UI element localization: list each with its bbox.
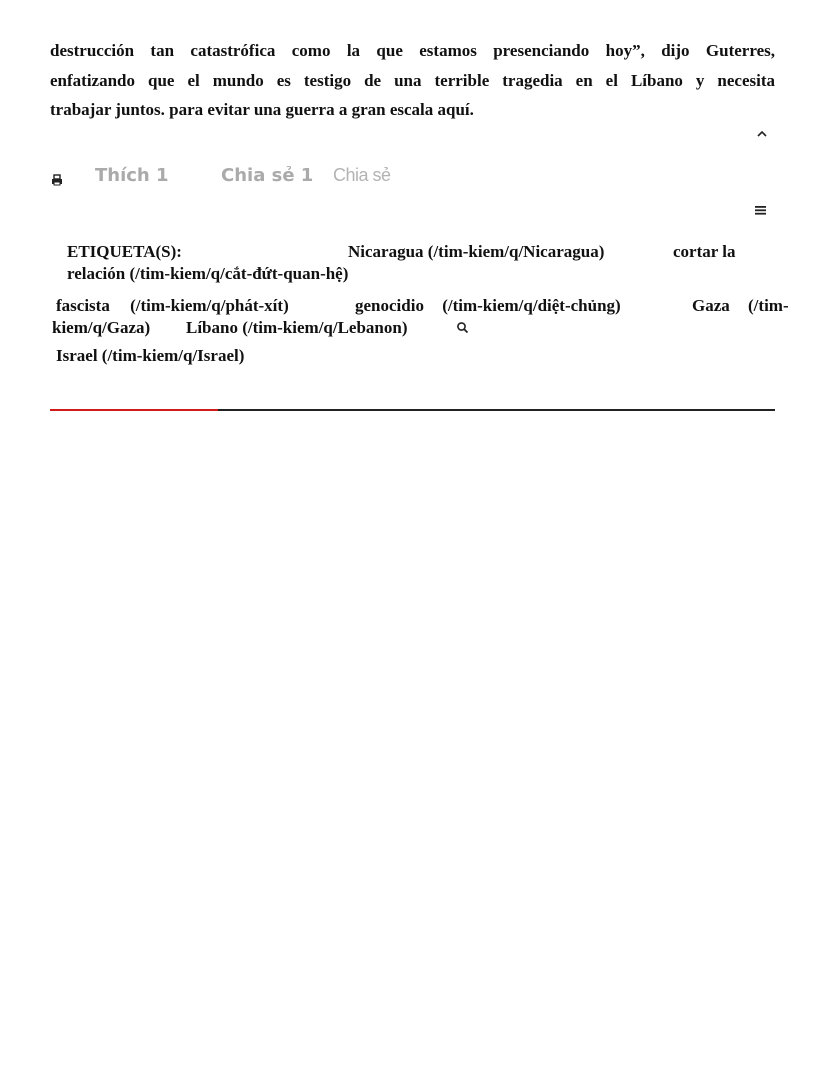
article-line: trabajar juntos. para evitar una guerra a gran escala aquí. bbox=[50, 100, 474, 119]
article-line: enfatizando que el mundo es testigo de una terrible tragedia en el Líbano y necesita bbox=[50, 70, 775, 90]
share-button[interactable]: Chia sẻ bbox=[333, 165, 391, 185]
tags-heading: ETIQUETA(S): bbox=[67, 242, 182, 261]
search-icon[interactable] bbox=[456, 321, 469, 334]
tag-link-cortar-la-relacion[interactable]: cortar la bbox=[673, 242, 736, 261]
tag-link-israel[interactable]: Israel (/tim-kiem/q/Israel) bbox=[56, 346, 245, 365]
tag-link-genocidio[interactable]: genocidio (/tim-kiem/q/diệt-chủng) bbox=[355, 296, 621, 315]
like-button[interactable]: Thích 1 bbox=[95, 165, 169, 186]
article-line: destrucción tan catastrófica como la que estamos presenciando hoy”, dijo Guterres, bbox=[50, 41, 775, 60]
printer-icon[interactable] bbox=[50, 173, 64, 187]
tag-link-gaza[interactable]: Gaza (/tim- bbox=[692, 296, 789, 315]
chevron-up-icon[interactable] bbox=[755, 127, 769, 141]
hamburger-menu-icon[interactable] bbox=[753, 202, 769, 218]
tag-link-nicaragua[interactable]: Nicaragua (/tim-kiem/q/Nicaragua) bbox=[348, 242, 605, 261]
tag-link-cortar-la-relacion[interactable]: relación (/tim-kiem/q/cắt-đứt-quan-hệ) bbox=[67, 264, 349, 283]
tag-link-fascista[interactable]: fascista (/tim-kiem/q/phát-xít) bbox=[56, 296, 289, 315]
section-divider-accent bbox=[50, 409, 218, 411]
article-paragraph bbox=[50, 36, 775, 125]
tag-link-libano[interactable]: Líbano (/tim-kiem/q/Lebanon) bbox=[186, 318, 408, 337]
share-count-button[interactable]: Chia sẻ 1 bbox=[221, 165, 314, 186]
tag-link-gaza[interactable]: kiem/q/Gaza) bbox=[52, 318, 151, 337]
